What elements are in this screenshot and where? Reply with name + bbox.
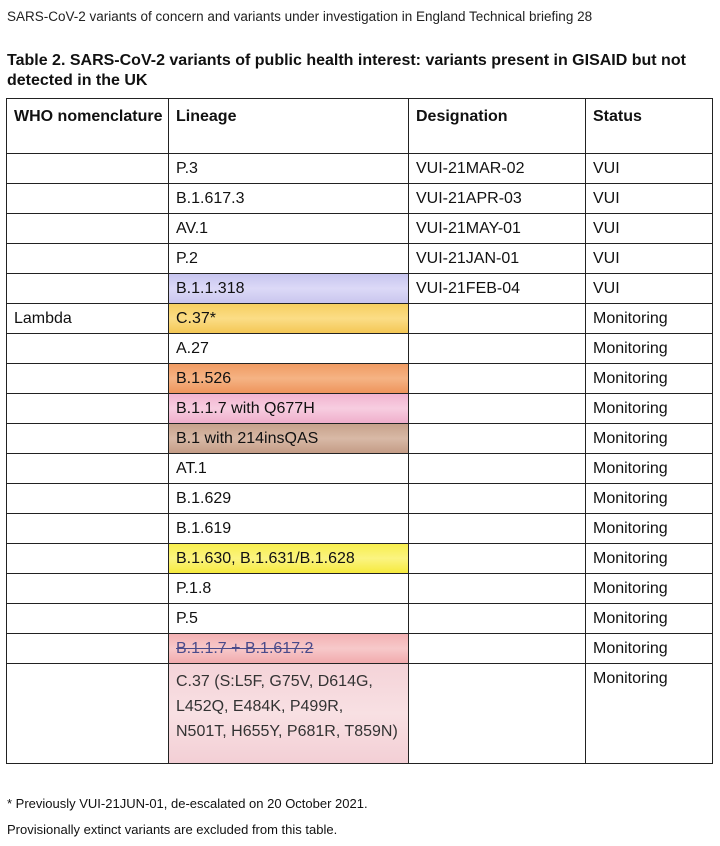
status-cell: Monitoring xyxy=(586,304,713,334)
lineage-text: B.1.1.318 xyxy=(176,280,245,297)
who-cell xyxy=(7,154,169,184)
lineage-cell xyxy=(169,604,409,634)
designation-cell xyxy=(409,424,586,454)
lineage-text: P.1.8 xyxy=(176,580,212,597)
footnote-extinct-variants: Provisionally extinct variants are excluded from this table. xyxy=(7,822,338,837)
who-cell xyxy=(7,364,169,394)
lineage-text: AV.1 xyxy=(176,220,209,237)
designation-cell xyxy=(409,454,586,484)
designation-cell: VUI-21APR-03 xyxy=(409,184,586,214)
table-row xyxy=(7,634,713,664)
lineage-cell xyxy=(169,184,409,214)
column-header-who: WHO nomenclature xyxy=(7,99,169,154)
lineage-text: B.1.630, B.1.631/B.1.628 xyxy=(176,550,355,567)
status-cell: Monitoring xyxy=(586,334,713,364)
status-cell: Monitoring xyxy=(586,364,713,394)
column-header-designation: Designation xyxy=(409,99,586,154)
status-cell: VUI xyxy=(586,154,713,184)
lineage-text: C.37 (S:L5F, G75V, D614G, L452Q, E484K, P499R, N501T, H655Y, P681R, T859N) xyxy=(176,673,398,740)
status-cell: VUI xyxy=(586,214,713,244)
lineage-cell xyxy=(169,334,409,364)
status-cell: VUI xyxy=(586,244,713,274)
table-row xyxy=(7,484,713,514)
who-cell xyxy=(7,664,169,764)
lineage-cell xyxy=(169,154,409,184)
running-header: SARS-CoV-2 variants of concern and variants under investigation in England Technical briefing 28 xyxy=(7,9,593,24)
table-header-row xyxy=(7,99,713,154)
who-cell xyxy=(7,214,169,244)
who-cell xyxy=(7,424,169,454)
table-row xyxy=(7,574,713,604)
designation-cell xyxy=(409,334,586,364)
lineage-text: P.2 xyxy=(176,250,198,267)
footnote-deescalated: * Previously VUI-21JUN-01, de-escalated on 20 October 2021. xyxy=(7,796,368,811)
lineage-text: AT.1 xyxy=(176,460,207,477)
table-row xyxy=(7,454,713,484)
table-row xyxy=(7,214,713,244)
status-cell: VUI xyxy=(586,274,713,304)
lineage-text: A.27 xyxy=(176,340,209,357)
lineage-cell xyxy=(169,514,409,544)
lineage-text: B.1.629 xyxy=(176,490,232,507)
lineage-text: B.1.619 xyxy=(176,520,232,537)
lineage-cell xyxy=(169,424,409,454)
who-cell xyxy=(7,514,169,544)
status-cell: Monitoring xyxy=(586,484,713,514)
lineage-text: B.1.1.7 with Q677H xyxy=(176,400,315,417)
status-cell: Monitoring xyxy=(586,424,713,454)
status-cell: Monitoring xyxy=(586,604,713,634)
column-header-status: Status xyxy=(586,99,713,154)
designation-cell xyxy=(409,484,586,514)
lineage-text: P.3 xyxy=(176,160,198,177)
lineage-cell xyxy=(169,244,409,274)
who-cell xyxy=(7,484,169,514)
designation-cell: VUI-21FEB-04 xyxy=(409,274,586,304)
lineage-text: B.1.617.3 xyxy=(176,190,245,207)
status-cell: Monitoring xyxy=(586,544,713,574)
table-row xyxy=(7,394,713,424)
status-cell: Monitoring xyxy=(586,634,713,664)
table-row xyxy=(7,244,713,274)
lineage-cell xyxy=(169,574,409,604)
lineage-cell xyxy=(169,544,409,574)
who-cell xyxy=(7,634,169,664)
lineage-text: C.37* xyxy=(176,310,217,327)
variants-table xyxy=(6,98,713,764)
designation-cell xyxy=(409,394,586,424)
lineage-cell xyxy=(169,454,409,484)
designation-cell xyxy=(409,514,586,544)
designation-cell xyxy=(409,604,586,634)
designation-cell xyxy=(409,364,586,394)
column-header-lineage: Lineage xyxy=(169,99,409,154)
designation-cell: VUI-21MAY-01 xyxy=(409,214,586,244)
table-row xyxy=(7,304,713,334)
lineage-cell xyxy=(169,664,409,764)
status-cell: Monitoring xyxy=(586,664,713,764)
status-cell: Monitoring xyxy=(586,454,713,484)
lineage-cell xyxy=(169,484,409,514)
table-row xyxy=(7,544,713,574)
lineage-cell xyxy=(169,214,409,244)
status-cell: VUI xyxy=(586,184,713,214)
who-cell xyxy=(7,274,169,304)
designation-cell xyxy=(409,664,586,764)
designation-cell xyxy=(409,634,586,664)
table-row xyxy=(7,184,713,214)
who-cell xyxy=(7,394,169,424)
lineage-cell xyxy=(169,394,409,424)
lineage-text: B.1.1.7 + B.1.617.2 xyxy=(176,640,314,657)
who-cell xyxy=(7,244,169,274)
table-row xyxy=(7,364,713,394)
status-cell: Monitoring xyxy=(586,514,713,544)
lineage-text: P.5 xyxy=(176,610,198,627)
who-cell xyxy=(7,334,169,364)
table-row xyxy=(7,424,713,454)
table-row xyxy=(7,514,713,544)
table-row xyxy=(7,664,713,764)
designation-cell xyxy=(409,304,586,334)
lineage-text: B.1 with 214insQAS xyxy=(176,430,319,447)
designation-cell xyxy=(409,574,586,604)
lineage-cell xyxy=(169,634,409,664)
lineage-text: B.1.526 xyxy=(176,370,232,387)
who-cell xyxy=(7,544,169,574)
lineage-cell xyxy=(169,304,409,334)
who-cell xyxy=(7,604,169,634)
who-cell xyxy=(7,454,169,484)
table-row xyxy=(7,154,713,184)
who-cell xyxy=(7,574,169,604)
table-title: Table 2. SARS-CoV-2 variants of public health interest: variants present in GISAID but not detected in the UK xyxy=(7,52,686,89)
lineage-cell xyxy=(169,364,409,394)
table-row xyxy=(7,274,713,304)
table-row xyxy=(7,604,713,634)
who-cell xyxy=(7,184,169,214)
designation-cell: VUI-21JAN-01 xyxy=(409,244,586,274)
status-cell: Monitoring xyxy=(586,394,713,424)
designation-cell xyxy=(409,544,586,574)
lineage-cell xyxy=(169,274,409,304)
designation-cell: VUI-21MAR-02 xyxy=(409,154,586,184)
table-row xyxy=(7,334,713,364)
who-cell: Lambda xyxy=(7,304,169,334)
status-cell: Monitoring xyxy=(586,574,713,604)
